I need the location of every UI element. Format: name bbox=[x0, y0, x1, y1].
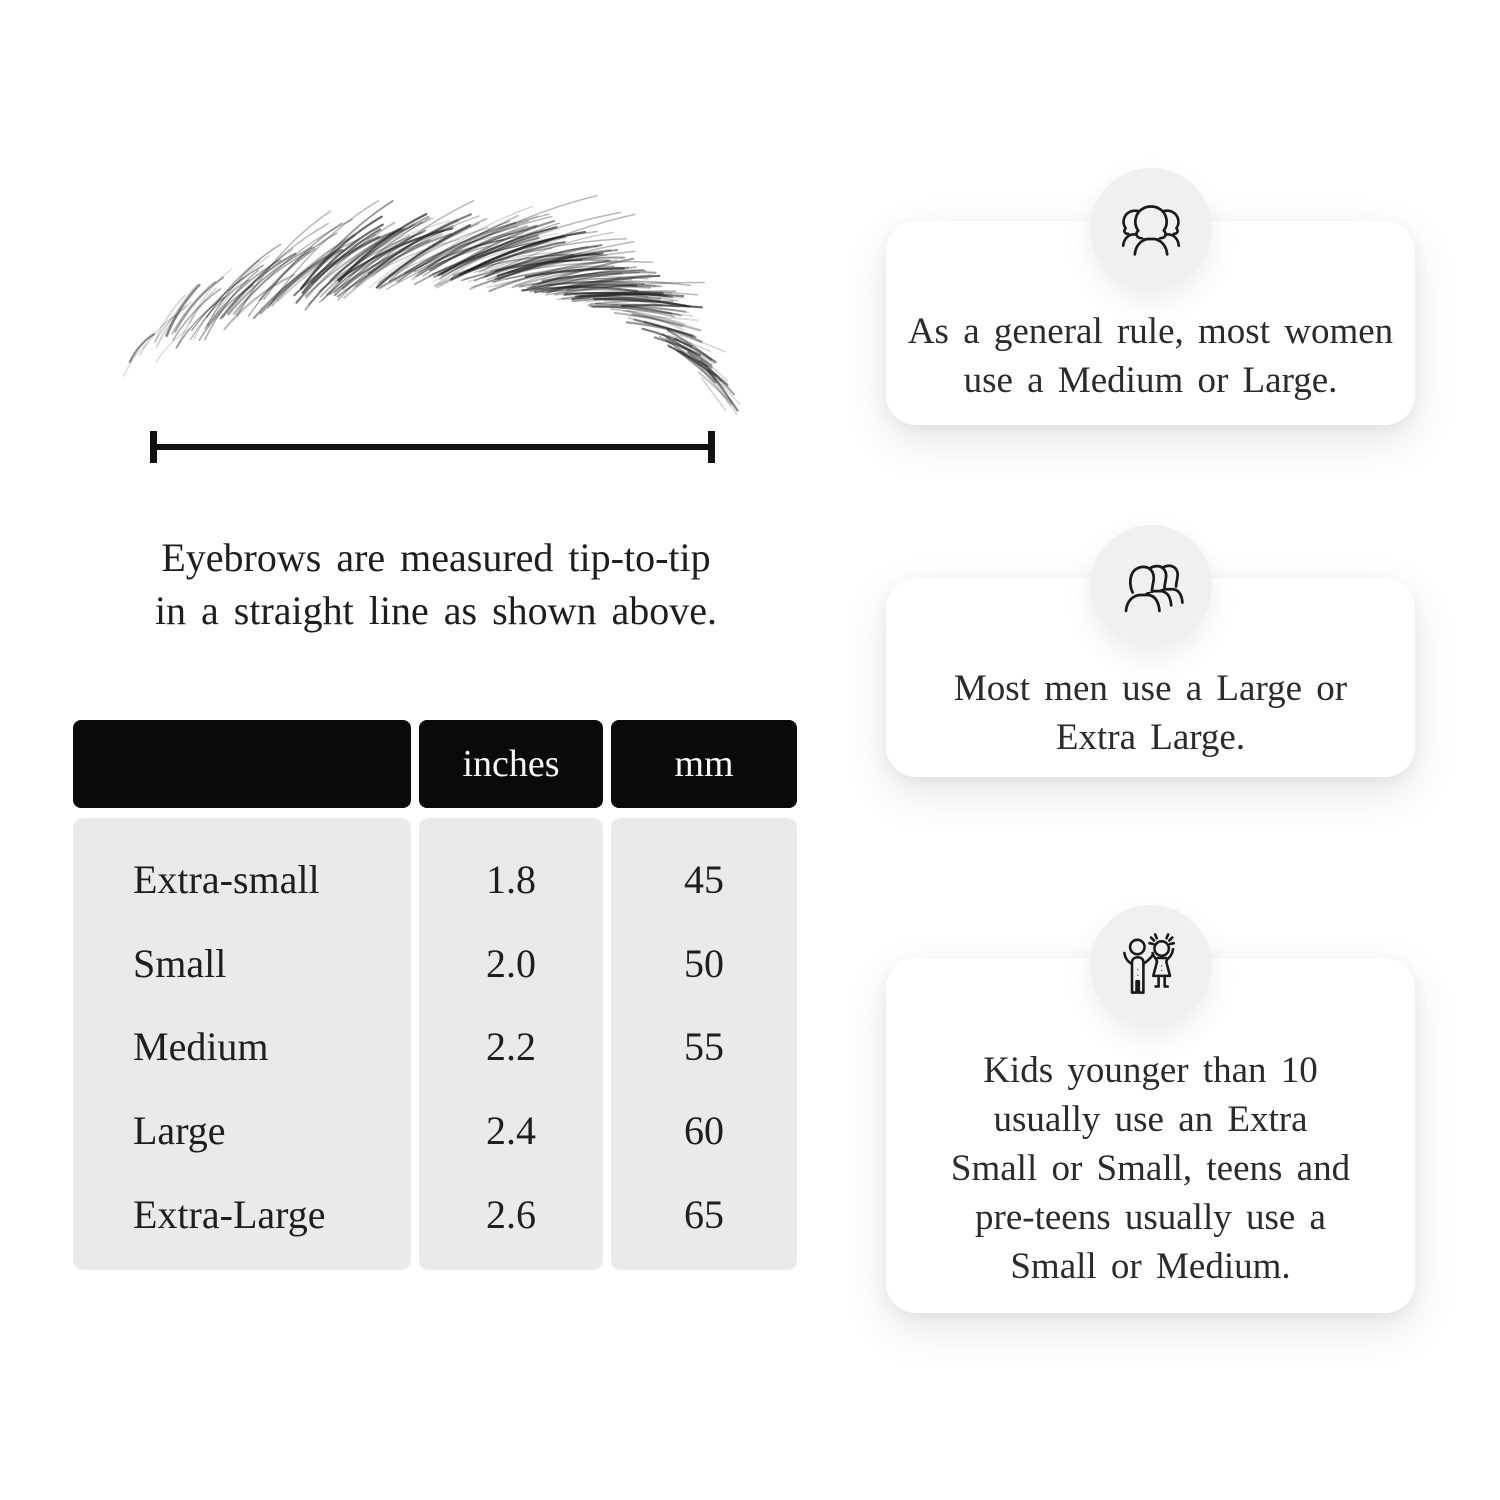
row-label: Small bbox=[133, 940, 227, 986]
mm-value: 50 bbox=[684, 940, 724, 986]
info-card-men bbox=[886, 578, 1415, 777]
info-card-women bbox=[886, 221, 1415, 425]
card-kids-line-5: Small or Medium. bbox=[1010, 1246, 1291, 1287]
row-label: Extra-small bbox=[133, 857, 320, 903]
measure-endcap-right bbox=[708, 431, 715, 463]
inches-value: 2.2 bbox=[486, 1024, 536, 1070]
header-cell-inches: inches bbox=[419, 720, 603, 808]
size-table-body bbox=[73, 818, 797, 1270]
card-text-men bbox=[886, 664, 1415, 762]
card-men-line-1: Most men use a Large or bbox=[953, 668, 1348, 709]
header-cell-size bbox=[73, 720, 411, 808]
caption-line-2: in a straight line as shown above. bbox=[154, 588, 718, 633]
card-kids-line-3: Small or Small, teens and bbox=[950, 1148, 1351, 1189]
inches-value: 2.4 bbox=[486, 1108, 536, 1154]
card-kids-line-4: pre-teens usually use a bbox=[975, 1197, 1326, 1238]
inches-value: 2.0 bbox=[486, 940, 536, 986]
size-table bbox=[73, 720, 797, 1270]
measure-bar bbox=[150, 444, 715, 450]
card-men-line-2: Extra Large. bbox=[1055, 717, 1246, 758]
men-group-icon bbox=[1090, 525, 1212, 647]
mm-value: 45 bbox=[684, 857, 724, 903]
mm-value: 60 bbox=[684, 1108, 724, 1154]
header-cell-mm: mm bbox=[611, 720, 797, 808]
measurement-line bbox=[150, 431, 715, 463]
mm-column bbox=[611, 818, 797, 1270]
size-name-column bbox=[73, 818, 411, 1270]
row-label: Extra-Large bbox=[133, 1191, 326, 1237]
mm-value: 55 bbox=[684, 1024, 724, 1070]
inches-column bbox=[419, 818, 603, 1270]
card-text-women bbox=[886, 307, 1415, 405]
row-label: Medium bbox=[133, 1024, 269, 1070]
mm-value: 65 bbox=[684, 1191, 724, 1237]
measurement-caption bbox=[76, 531, 796, 637]
card-text-kids bbox=[886, 1046, 1415, 1291]
card-women-line-2: use a Medium or Large. bbox=[963, 360, 1338, 401]
inches-value: 2.6 bbox=[486, 1191, 536, 1237]
caption-line-1: Eyebrows are measured tip-to-tip bbox=[161, 535, 711, 580]
women-group-icon bbox=[1090, 168, 1212, 290]
card-kids-line-1: Kids younger than 10 bbox=[983, 1050, 1318, 1091]
card-kids-line-2: usually use an Extra bbox=[993, 1099, 1308, 1140]
row-label: Large bbox=[133, 1108, 226, 1154]
inches-value: 1.8 bbox=[486, 857, 536, 903]
info-card-kids bbox=[886, 958, 1415, 1313]
eyebrow-sketch bbox=[115, 235, 755, 435]
card-women-line-1: As a general rule, most women bbox=[907, 311, 1394, 352]
size-table-header bbox=[73, 720, 797, 808]
kids-icon bbox=[1090, 905, 1212, 1027]
